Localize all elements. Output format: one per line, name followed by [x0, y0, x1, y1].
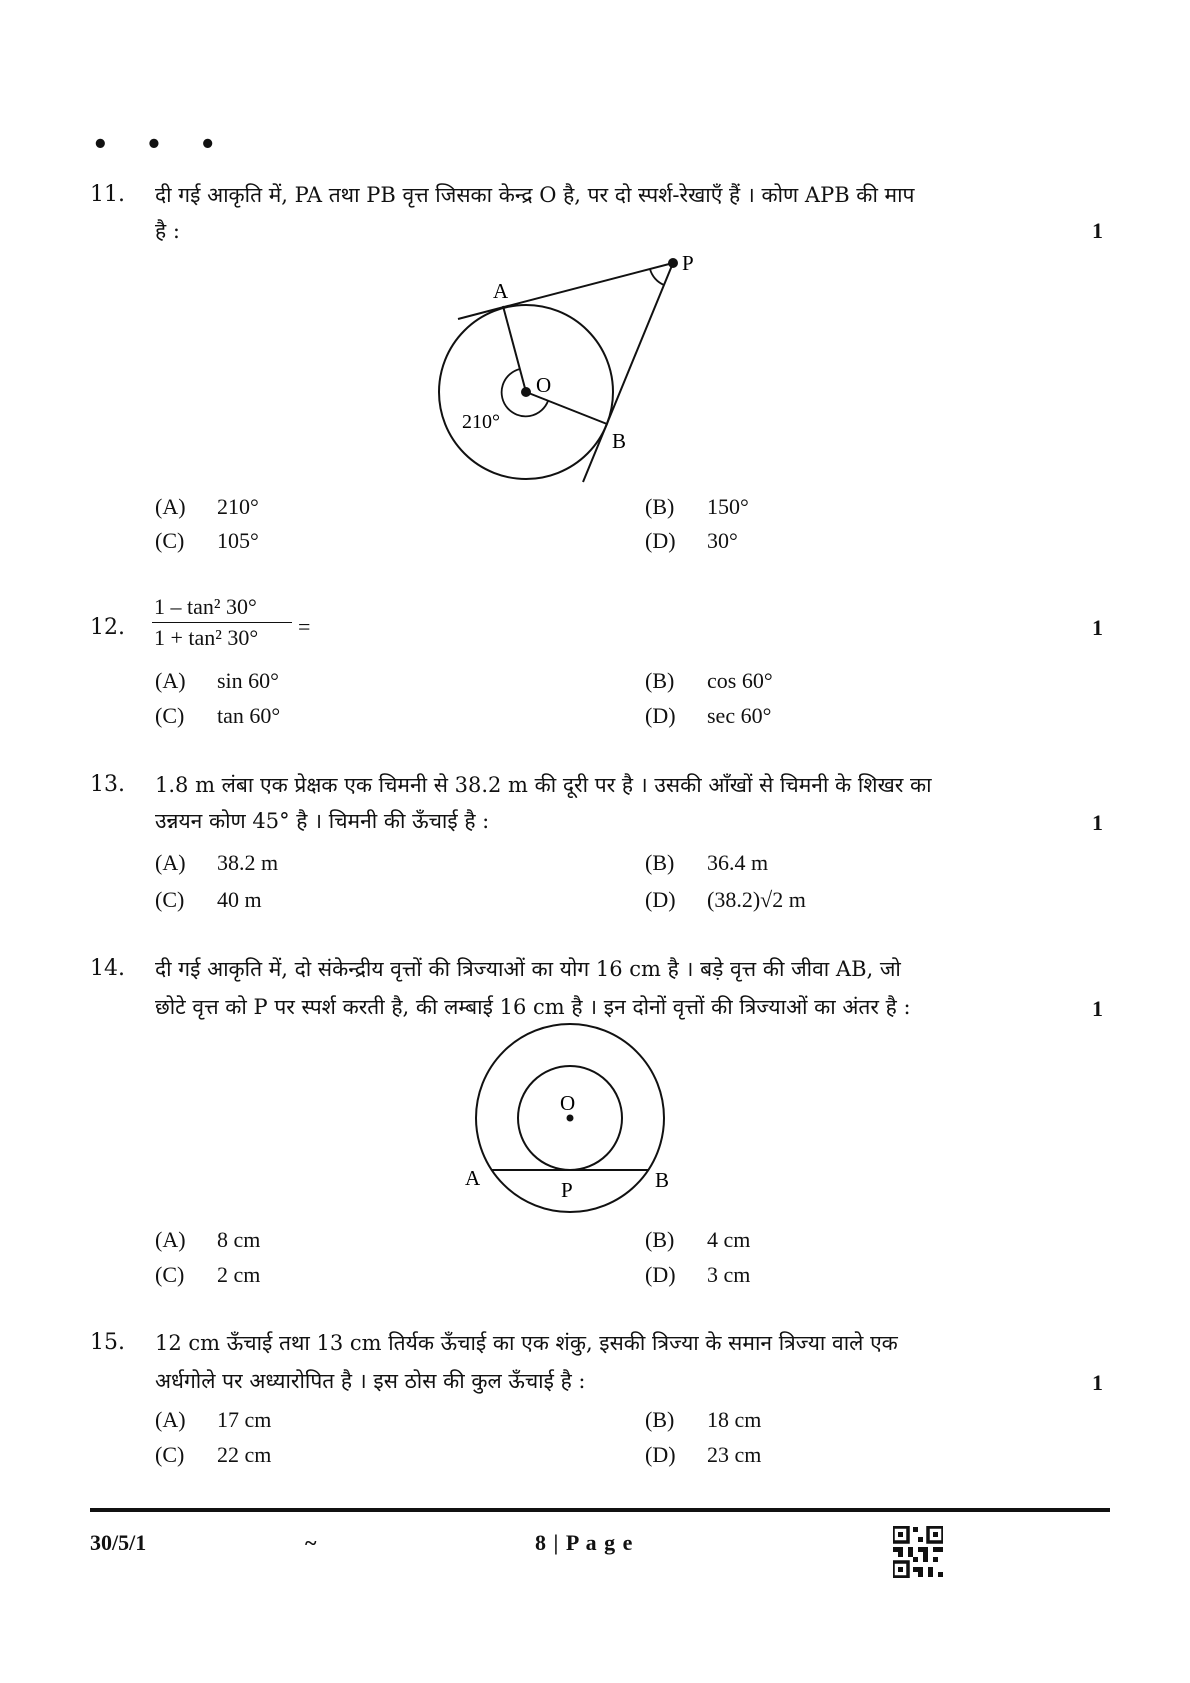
marks: 1: [1092, 615, 1103, 640]
option-b: (B) 4 cm: [645, 1227, 751, 1252]
label-o: O: [536, 373, 552, 397]
option-a: (A) 17 cm: [155, 1407, 272, 1432]
label-b: B: [612, 429, 627, 453]
question-text-line-2: अर्धगोले पर अध्यारोपित है । इस ठोस की कुल ऊँचाई है :: [155, 1369, 586, 1393]
question-text-line-2: है :: [155, 219, 180, 243]
option-d: (D) 23 cm: [645, 1442, 762, 1467]
paper-code: 30/5/1: [90, 1530, 147, 1555]
option-d: (D) 3 cm: [645, 1262, 751, 1287]
label-a: A: [493, 279, 509, 303]
question-text-line-2: उन्नयन कोण 45° है । चिमनी की ऊँचाई है :: [155, 809, 490, 833]
option-a: (A) sin 60°: [155, 668, 279, 693]
question-number: 14.: [90, 956, 125, 981]
question-number: 13.: [90, 772, 125, 797]
marks: 1: [1092, 1370, 1103, 1395]
option-b: (B) 36.4 m: [645, 850, 769, 875]
tangent-circle-figure: [0, 0, 1190, 520]
question-text-line-1: दी गई आकृति में, दो संकेन्द्रीय वृत्तों की त्रिज्याओं का योग 16 cm है । बड़े वृत्त की जीवा AB, जो: [155, 957, 901, 981]
label-b: B: [655, 1168, 670, 1192]
footer-tilde: ~: [305, 1530, 317, 1555]
question-text-line-2: छोटे वृत्त को P पर स्पर्श करती है, की लम्बाई 16 cm है । इन दोनों वृत्तों की त्रिज्याओं का अंतर है :: [155, 995, 911, 1019]
option-b: (B) 18 cm: [645, 1407, 762, 1432]
option-d: (D) 30°: [645, 528, 738, 553]
label-p: P: [561, 1178, 573, 1202]
question-number: 12.: [90, 615, 125, 640]
marks: 1: [1092, 810, 1103, 835]
option-b: (B) cos 60°: [645, 668, 773, 693]
question-text-line-1: 1.8 m लंबा एक प्रेक्षक एक चिमनी से 38.2 m की दूरी पर है । उसकी आँखों से चिमनी के शिखर का: [155, 773, 932, 797]
option-d: (D) (38.2)√2 m: [645, 887, 806, 912]
option-a: (A) 8 cm: [155, 1227, 261, 1252]
option-c: (C) 2 cm: [155, 1262, 261, 1287]
option-b: (B) 150°: [645, 494, 749, 519]
footer-rule: [90, 1508, 1110, 1512]
option-d: (D) sec 60°: [645, 703, 772, 728]
qr-code-icon: [893, 1526, 943, 1578]
option-c: (C) 22 cm: [155, 1442, 272, 1467]
marks: 1: [1092, 218, 1103, 243]
option-a: (A) 38.2 m: [155, 850, 279, 875]
question-text-line-1: दी गई आकृति में, PA तथा PB वृत्त जिसका केन्द्र O है, पर दो स्पर्श-रेखाएँ हैं । कोण APB की माप: [155, 183, 915, 207]
label-o: O: [560, 1091, 576, 1115]
page-number: 8 | P a g e: [535, 1530, 634, 1555]
question-number: 15.: [90, 1330, 125, 1355]
fraction-expression: 1 – tan² 30° 1 + tan² 30°: [152, 594, 292, 651]
question-number: 11.: [90, 182, 125, 207]
option-c: (C) tan 60°: [155, 703, 281, 728]
label-angle: 210°: [462, 411, 500, 433]
continuation-dots: • • •: [92, 130, 230, 160]
question-text-line-1: 12 cm ऊँचाई तथा 13 cm तिर्यक ऊँचाई का एक शंकु, इसकी त्रिज्या के समान त्रिज्या वाले एक: [155, 1331, 898, 1355]
label-p: P: [682, 251, 694, 275]
equals-sign: =: [298, 614, 311, 639]
option-a: (A) 210°: [155, 494, 259, 519]
option-c: (C) 105°: [155, 528, 259, 553]
concentric-circles-figure: [0, 1000, 1190, 1230]
marks: 1: [1092, 996, 1103, 1021]
label-a: A: [465, 1166, 481, 1190]
option-c: (C) 40 m: [155, 887, 262, 912]
